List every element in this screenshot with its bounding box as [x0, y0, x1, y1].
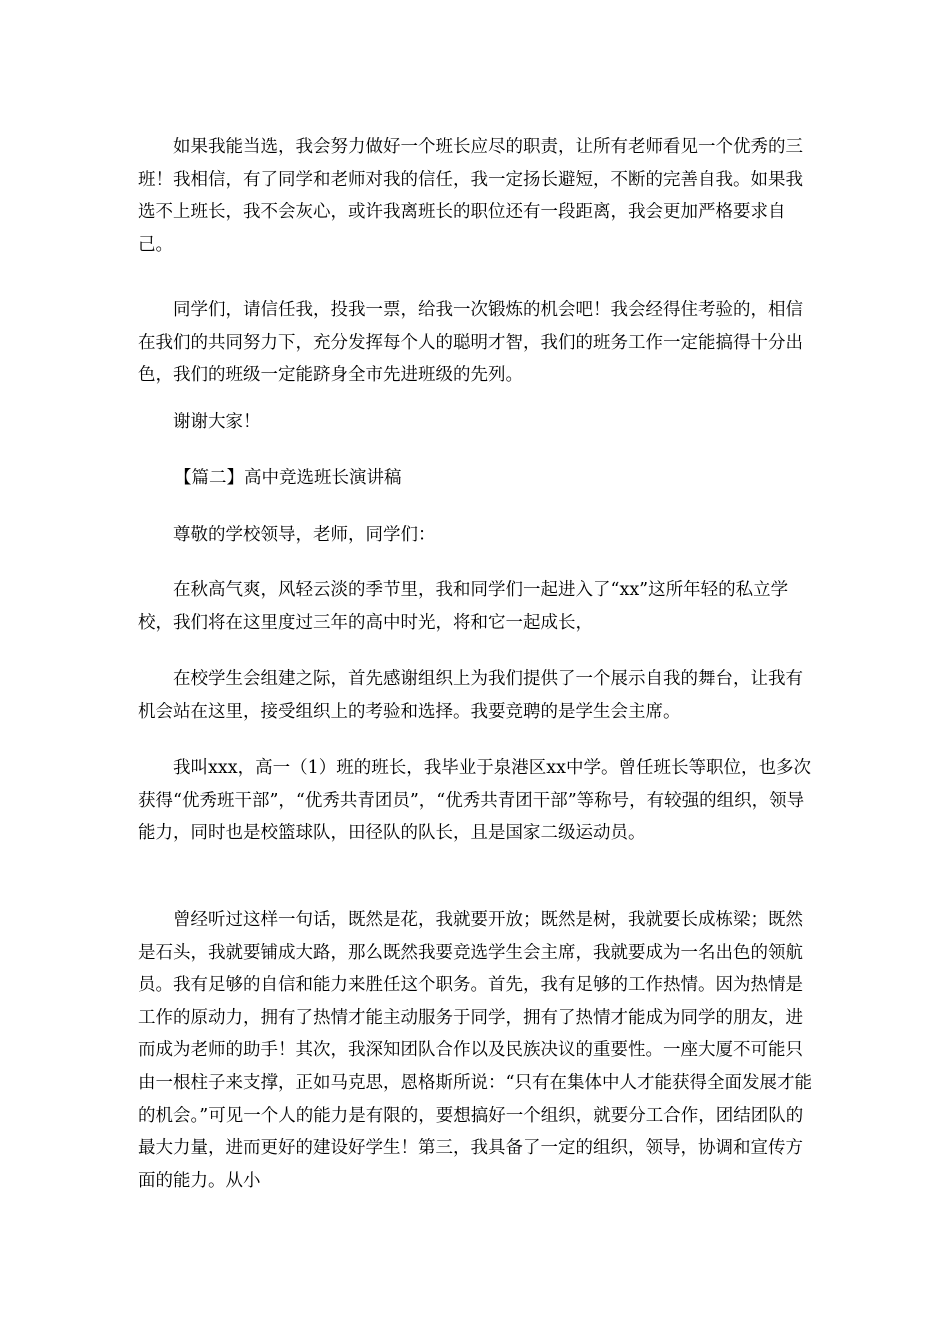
paragraph-3: 谢谢大家！ [173, 412, 261, 432]
paragraph-6: 我叫xxx，高一（1）班的班长，我毕业于泉港区xx中学。曾任班长等职位，也多次获得“优秀班干部”，“优秀共青团员”，“优秀共青团干部”等称号，有较强的组织，领导能力，同时也是校篮球队，田径队的队长，且是国家二级运动员。 [138, 758, 811, 844]
paragraph-7: 曾经听过这样一句话，既然是花，我就要开放；既然是树，我就要长成栋梁；既然是石头，我就要铺成大路，那么既然我要竞选学生会主席，我就要成为一名出色的领航员。我有足够的自信和能力来胜任这个职务。首先，我有足够的工作热情。因为热情是工作的原动力，拥有了热情才能主动服务于同学，拥有了热情才能成为同学的朋友，进而成为老师的助手！其次，我深知团队合作以及民族决议的重要性。一座大厦不可能只由一根柱子来支撑，正如马克思，恩格斯所说：“只有在集体中人才能获得全面发展才能的机会。”可见一个人的能力是有限的，要想搞好一个组织，就要分工合作，团结团队的最大力量，进而更好的建设好学生！第三，我具备了一定的组织，领导，协调和宣传方面的能力。从小 [138, 910, 812, 1191]
section-heading: 【篇二】高中竞选班长演讲稿 [174, 468, 402, 488]
paragraph-greeting: 尊敬的学校领导，老师，同学们： [173, 525, 436, 545]
paragraph-1: 如果我能当选，我会努力做好一个班长应尽的职责，让所有老师看见一个优秀的三班！我相信，有了同学和老师对我的信任，我一定扬长避短，不断的完善自我。如果我选不上班长，我不会灰心，或许我离班长的职位还有一段距离，我会更加严格要求自己。 [138, 137, 803, 255]
paragraph-2: 同学们，请信任我，投我一票，给我一次锻炼的机会吧！我会经得住考验的，相信在我们的共同努力下，充分发挥每个人的聪明才智，我们的班务工作一定能搞得十分出色，我们的班级一定能跻身全市先进班级的先列。 [138, 300, 803, 386]
paragraph-5: 在校学生会组建之际，首先感谢组织上为我们提供了一个展示自我的舞台，让我有机会站在这里，接受组织上的考验和选择。我要竞聘的是学生会主席。 [138, 669, 803, 722]
paragraph-4: 在秋高气爽，风轻云淡的季节里，我和同学们一起进入了“xx”这所年轻的私立学校，我们将在这里度过三年的高中时光，将和它一起成长， [138, 580, 789, 633]
